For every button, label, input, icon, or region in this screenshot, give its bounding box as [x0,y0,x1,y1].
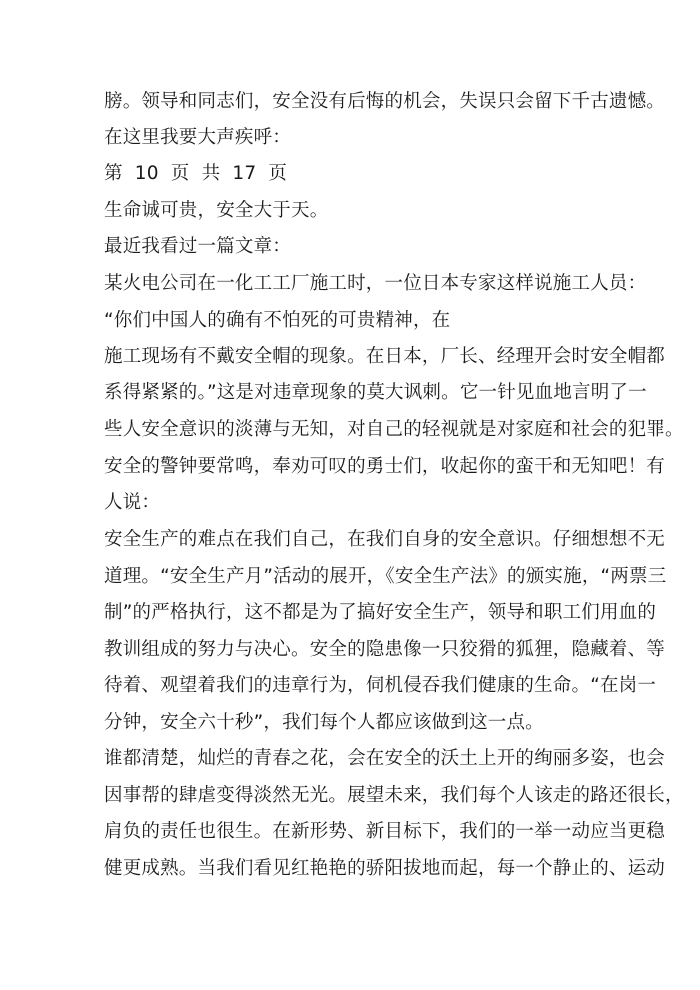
text-line: 谁都清楚，灿烂的青春之花，会在安全的沃土上开的绚丽多姿，也会 [104,748,666,769]
text-line: 健更成熟。当我们看见红艳艳的骄阳拔地而起，每一个静止的、运动 [104,858,666,879]
text-line: 道理。“安全生产月”活动的展开，《安全生产法》的颁实施，“两票三 [104,566,667,587]
text-line: 人说： [104,492,161,513]
text-line: 分钟，安全六十秒”，我们每个人都应该做到这一点。 [104,712,544,733]
text-line: 施工现场有不戴安全帽的现象。在日本，厂长、经理开会时安全帽都 [104,346,666,367]
text-line: 安全的警钟要常鸣，奉劝可叹的勇士们，收起你的蛮干和无知吧！有 [104,456,666,477]
text-line: 制”的严格执行，这不都是为了搞好安全生产，领导和职工们用血的 [104,602,657,623]
text-line: 在这里我要大声疾呼： [104,127,292,148]
page-number: 第 10 页 共 17 页 [104,163,288,184]
text-line: 膀。领导和同志们，安全没有后悔的机会，失误只会留下千古遗憾。 [104,91,666,112]
text-line: 教训组成的努力与决心。安全的隐患像一只狡猾的狐狸，隐藏着、等 [104,639,666,660]
text-line: 某火电公司在一化工工厂施工时，一位日本专家这样说施工人员： [104,273,647,294]
text-line: 系得紧紧的。”这是对违章现象的莫大讽刺。它一针见血地言明了一 [104,382,647,403]
text-line: 些人安全意识的淡薄与无知，对自己的轻视就是对家庭和社会的犯罪。 [104,419,684,440]
text-line: 生命诚可贵，安全大于天。 [104,200,329,221]
text-line: 最近我看过一篇文章： [104,236,292,257]
text-line: “你们中国人的确有不怕死的可贵精神，在 [104,310,451,331]
text-line: 待着、观望着我们的违章行为，伺机侵吞我们健康的生命。“在岗一 [104,675,657,696]
text-line: 安全生产的难点在我们自己，在我们自身的安全意识。仔细想想不无 [104,529,666,550]
text-line: 因事帮的肆虐变得淡然无光。展望未来，我们每个人该走的路还很长， [104,785,684,806]
text-line: 肩负的责任也很生。在新形势、新目标下，我们的一举一动应当更稳 [104,821,666,842]
